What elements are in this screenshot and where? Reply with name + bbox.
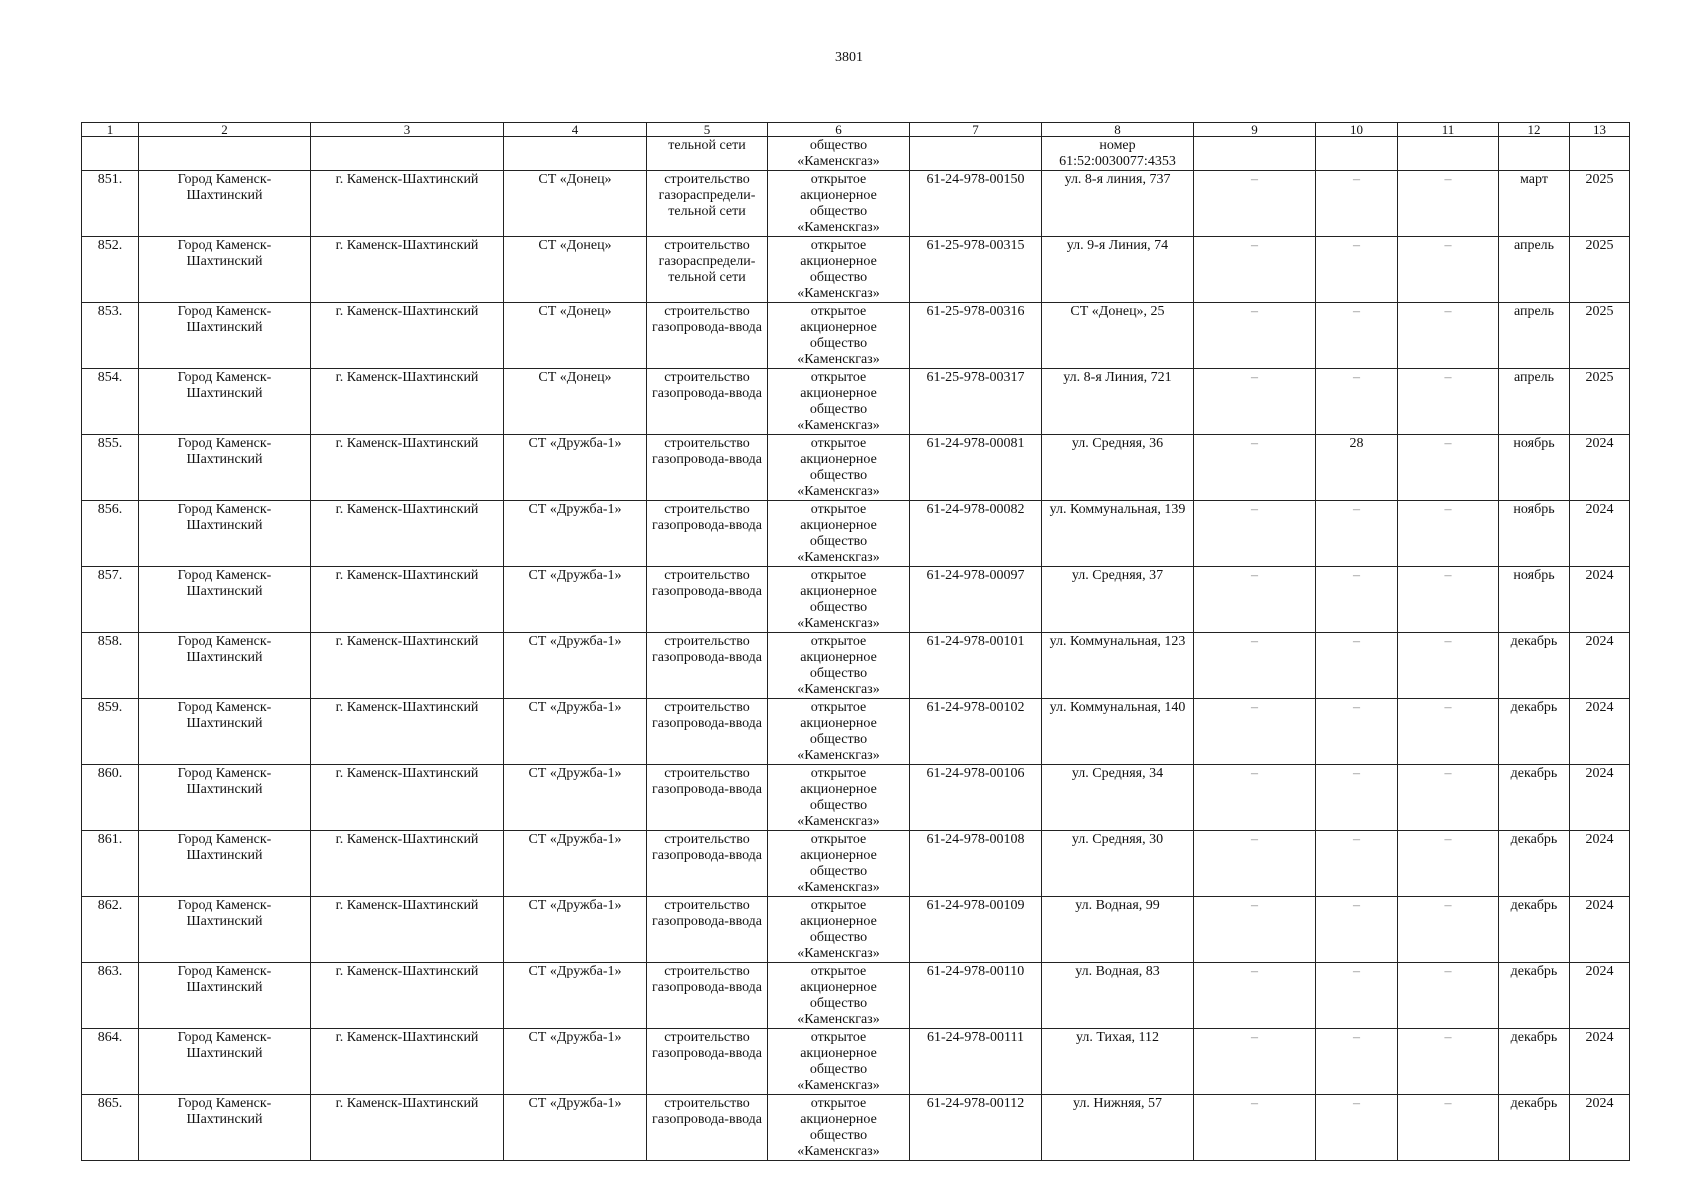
column-number: 12 bbox=[1499, 123, 1570, 137]
territory-cell: СТ «Дружба-1» bbox=[504, 963, 647, 1029]
settlement-cell: г. Каменск-Шахтинский bbox=[311, 171, 504, 237]
settlement-cell: г. Каменск-Шахтинский bbox=[311, 1095, 504, 1161]
column-11-cell: – bbox=[1398, 963, 1499, 1029]
table-row bbox=[82, 1095, 1630, 1161]
column-9-cell: – bbox=[1194, 237, 1316, 303]
gas-network-table bbox=[81, 122, 1630, 1161]
column-11-cell: – bbox=[1398, 1029, 1499, 1095]
address-cell: ул. 9-я Линия, 74 bbox=[1042, 237, 1194, 303]
month-cell: декабрь bbox=[1499, 831, 1570, 897]
column-11-cell: – bbox=[1398, 369, 1499, 435]
table-cell bbox=[1316, 137, 1398, 171]
year-cell: 2025 bbox=[1570, 237, 1630, 303]
organization-cell: открытое акционерное общество «Каменскгаз» bbox=[768, 369, 910, 435]
organization-cell: открытое акционерное общество «Каменскгаз» bbox=[768, 1095, 910, 1161]
territory-cell: СТ «Дружба-1» bbox=[504, 501, 647, 567]
column-number: 1 bbox=[82, 123, 139, 137]
settlement-cell: г. Каменск-Шахтинский bbox=[311, 1029, 504, 1095]
work-type-cell: строительство газопровода-ввода bbox=[647, 303, 768, 369]
month-cell: апрель bbox=[1499, 303, 1570, 369]
territory-cell: СТ «Дружба-1» bbox=[504, 831, 647, 897]
work-type-cell: строительство газопровода-ввода bbox=[647, 435, 768, 501]
column-9-cell: – bbox=[1194, 171, 1316, 237]
row-number: 854. bbox=[82, 369, 139, 435]
municipality-cell: Город Каменск-Шахтинский bbox=[139, 963, 311, 1029]
year-cell: 2024 bbox=[1570, 633, 1630, 699]
column-11-cell: – bbox=[1398, 567, 1499, 633]
work-type-cell: строительство газопровода-ввода bbox=[647, 501, 768, 567]
row-number: 855. bbox=[82, 435, 139, 501]
year-cell: 2024 bbox=[1570, 435, 1630, 501]
column-number: 8 bbox=[1042, 123, 1194, 137]
month-cell: декабрь bbox=[1499, 699, 1570, 765]
organization-cell: открытое акционерное общество «Каменскгаз» bbox=[768, 171, 910, 237]
table-cell bbox=[504, 137, 647, 171]
column-9-cell: – bbox=[1194, 633, 1316, 699]
column-9-cell: – bbox=[1194, 1095, 1316, 1161]
column-10-cell: – bbox=[1316, 765, 1398, 831]
organization-cell: открытое акционерное общество «Каменскгаз» bbox=[768, 699, 910, 765]
month-cell: декабрь bbox=[1499, 897, 1570, 963]
work-type-cell: строительство газопровода-ввода bbox=[647, 765, 768, 831]
organization-cell: открытое акционерное общество «Каменскгаз» bbox=[768, 831, 910, 897]
object-code-cell: 61-25-978-00316 bbox=[910, 303, 1042, 369]
work-type-cell: строительство газопровода-ввода bbox=[647, 699, 768, 765]
territory-cell: СТ «Донец» bbox=[504, 303, 647, 369]
column-number: 7 bbox=[910, 123, 1042, 137]
object-code-cell: 61-24-978-00110 bbox=[910, 963, 1042, 1029]
year-cell: 2024 bbox=[1570, 1095, 1630, 1161]
column-11-cell: – bbox=[1398, 435, 1499, 501]
column-number: 10 bbox=[1316, 123, 1398, 137]
column-9-cell: – bbox=[1194, 501, 1316, 567]
object-code-cell: 61-24-978-00102 bbox=[910, 699, 1042, 765]
continuation-row bbox=[82, 137, 1630, 171]
object-code-cell: 61-24-978-00112 bbox=[910, 1095, 1042, 1161]
month-cell: март bbox=[1499, 171, 1570, 237]
address-cell: ул. Водная, 83 bbox=[1042, 963, 1194, 1029]
organization-cell: открытое акционерное общество «Каменскгаз» bbox=[768, 237, 910, 303]
row-number: 851. bbox=[82, 171, 139, 237]
table-row bbox=[82, 699, 1630, 765]
organization-cell: открытое акционерное общество «Каменскгаз» bbox=[768, 633, 910, 699]
table-row bbox=[82, 567, 1630, 633]
column-11-cell: – bbox=[1398, 897, 1499, 963]
row-number: 860. bbox=[82, 765, 139, 831]
table-row bbox=[82, 369, 1630, 435]
column-9-cell: – bbox=[1194, 897, 1316, 963]
municipality-cell: Город Каменск-Шахтинский bbox=[139, 303, 311, 369]
column-10-cell: – bbox=[1316, 633, 1398, 699]
column-11-cell: – bbox=[1398, 1095, 1499, 1161]
column-11-cell: – bbox=[1398, 831, 1499, 897]
table-cell bbox=[139, 137, 311, 171]
work-type-cell: строительство газопровода-ввода bbox=[647, 897, 768, 963]
object-code-cell: 61-25-978-00317 bbox=[910, 369, 1042, 435]
territory-cell: СТ «Донец» bbox=[504, 237, 647, 303]
work-type-cell: строительство газораспредели-тельной сети bbox=[647, 237, 768, 303]
column-11-cell: – bbox=[1398, 171, 1499, 237]
table-row bbox=[82, 171, 1630, 237]
table-row bbox=[82, 1029, 1630, 1095]
month-cell: ноябрь bbox=[1499, 567, 1570, 633]
object-code-cell: 61-24-978-00109 bbox=[910, 897, 1042, 963]
year-cell: 2024 bbox=[1570, 501, 1630, 567]
month-cell: апрель bbox=[1499, 237, 1570, 303]
settlement-cell: г. Каменск-Шахтинский bbox=[311, 567, 504, 633]
month-cell: декабрь bbox=[1499, 1095, 1570, 1161]
territory-cell: СТ «Дружба-1» bbox=[504, 1095, 647, 1161]
object-code-cell: 61-24-978-00106 bbox=[910, 765, 1042, 831]
table-cell bbox=[910, 137, 1042, 171]
object-code-cell: 61-24-978-00101 bbox=[910, 633, 1042, 699]
territory-cell: СТ «Дружба-1» bbox=[504, 567, 647, 633]
table-cell bbox=[311, 137, 504, 171]
territory-cell: СТ «Дружба-1» bbox=[504, 897, 647, 963]
municipality-cell: Город Каменск-Шахтинский bbox=[139, 1029, 311, 1095]
settlement-cell: г. Каменск-Шахтинский bbox=[311, 633, 504, 699]
settlement-cell: г. Каменск-Шахтинский bbox=[311, 237, 504, 303]
table-row bbox=[82, 963, 1630, 1029]
work-type-cell: строительство газопровода-ввода bbox=[647, 963, 768, 1029]
column-10-cell: – bbox=[1316, 567, 1398, 633]
table-row bbox=[82, 831, 1630, 897]
row-number: 865. bbox=[82, 1095, 139, 1161]
year-cell: 2024 bbox=[1570, 897, 1630, 963]
table-row bbox=[82, 633, 1630, 699]
address-cell: ул. Водная, 99 bbox=[1042, 897, 1194, 963]
page-number: 3801 bbox=[835, 50, 863, 65]
column-number: 13 bbox=[1570, 123, 1630, 137]
object-code-cell: 61-24-978-00150 bbox=[910, 171, 1042, 237]
address-cell: ул. Коммунальная, 140 bbox=[1042, 699, 1194, 765]
municipality-cell: Город Каменск-Шахтинский bbox=[139, 237, 311, 303]
table-row bbox=[82, 303, 1630, 369]
column-10-cell: – bbox=[1316, 699, 1398, 765]
column-10-cell: – bbox=[1316, 237, 1398, 303]
address-cell: ул. Тихая, 112 bbox=[1042, 1029, 1194, 1095]
municipality-cell: Город Каменск-Шахтинский bbox=[139, 831, 311, 897]
month-cell: ноябрь bbox=[1499, 501, 1570, 567]
work-type-cell: строительство газопровода-ввода bbox=[647, 1029, 768, 1095]
column-10-cell: – bbox=[1316, 963, 1398, 1029]
column-11-cell: – bbox=[1398, 303, 1499, 369]
year-cell: 2024 bbox=[1570, 963, 1630, 1029]
settlement-cell: г. Каменск-Шахтинский bbox=[311, 963, 504, 1029]
municipality-cell: Город Каменск-Шахтинский bbox=[139, 699, 311, 765]
work-type-cell: строительство газопровода-ввода bbox=[647, 369, 768, 435]
organization-cell: открытое акционерное общество «Каменскгаз» bbox=[768, 567, 910, 633]
table-row bbox=[82, 435, 1630, 501]
column-9-cell: – bbox=[1194, 303, 1316, 369]
year-cell: 2025 bbox=[1570, 369, 1630, 435]
settlement-cell: г. Каменск-Шахтинский bbox=[311, 699, 504, 765]
column-9-cell: – bbox=[1194, 1029, 1316, 1095]
column-9-cell: – bbox=[1194, 963, 1316, 1029]
settlement-cell: г. Каменск-Шахтинский bbox=[311, 831, 504, 897]
object-code-cell: 61-24-978-00108 bbox=[910, 831, 1042, 897]
municipality-cell: Город Каменск-Шахтинский bbox=[139, 1095, 311, 1161]
column-10-cell: – bbox=[1316, 831, 1398, 897]
address-cell: ул. Средняя, 30 bbox=[1042, 831, 1194, 897]
municipality-cell: Город Каменск-Шахтинский bbox=[139, 501, 311, 567]
month-cell: ноябрь bbox=[1499, 435, 1570, 501]
municipality-cell: Город Каменск-Шахтинский bbox=[139, 633, 311, 699]
settlement-cell: г. Каменск-Шахтинский bbox=[311, 897, 504, 963]
territory-cell: СТ «Дружба-1» bbox=[504, 435, 647, 501]
column-9-cell: – bbox=[1194, 567, 1316, 633]
column-11-cell: – bbox=[1398, 633, 1499, 699]
object-code-cell: 61-24-978-00082 bbox=[910, 501, 1042, 567]
column-10-cell: – bbox=[1316, 369, 1398, 435]
column-10-cell: – bbox=[1316, 897, 1398, 963]
address-cell: ул. Коммунальная, 123 bbox=[1042, 633, 1194, 699]
work-type-cell: строительство газопровода-ввода bbox=[647, 1095, 768, 1161]
row-number: 862. bbox=[82, 897, 139, 963]
column-number-row bbox=[82, 123, 1630, 137]
address-cell: ул. Нижняя, 57 bbox=[1042, 1095, 1194, 1161]
column-11-cell: – bbox=[1398, 699, 1499, 765]
year-cell: 2024 bbox=[1570, 699, 1630, 765]
year-cell: 2024 bbox=[1570, 765, 1630, 831]
month-cell: декабрь bbox=[1499, 1029, 1570, 1095]
column-9-cell: – bbox=[1194, 369, 1316, 435]
row-number: 864. bbox=[82, 1029, 139, 1095]
object-code-cell: 61-24-978-00111 bbox=[910, 1029, 1042, 1095]
year-cell: 2025 bbox=[1570, 303, 1630, 369]
address-cell: ул. Средняя, 36 bbox=[1042, 435, 1194, 501]
column-10-cell: – bbox=[1316, 171, 1398, 237]
address-cell: ул. 8-я линия, 737 bbox=[1042, 171, 1194, 237]
settlement-cell: г. Каменск-Шахтинский bbox=[311, 501, 504, 567]
settlement-cell: г. Каменск-Шахтинский bbox=[311, 369, 504, 435]
table-cell bbox=[1570, 137, 1630, 171]
row-number: 861. bbox=[82, 831, 139, 897]
table-cell bbox=[1194, 137, 1316, 171]
settlement-cell: г. Каменск-Шахтинский bbox=[311, 765, 504, 831]
organization-cell: открытое акционерное общество «Каменскгаз» bbox=[768, 765, 910, 831]
object-code-cell: 61-25-978-00315 bbox=[910, 237, 1042, 303]
month-cell: декабрь bbox=[1499, 633, 1570, 699]
table-cell bbox=[1499, 137, 1570, 171]
work-type-cell: строительство газораспредели-тельной сети bbox=[647, 171, 768, 237]
municipality-cell: Город Каменск-Шахтинский bbox=[139, 765, 311, 831]
row-number: 863. bbox=[82, 963, 139, 1029]
row-number: 856. bbox=[82, 501, 139, 567]
municipality-cell: Город Каменск-Шахтинский bbox=[139, 567, 311, 633]
year-cell: 2024 bbox=[1570, 1029, 1630, 1095]
territory-cell: СТ «Дружба-1» bbox=[504, 1029, 647, 1095]
work-type-cell: строительство газопровода-ввода bbox=[647, 831, 768, 897]
column-10-cell: – bbox=[1316, 303, 1398, 369]
row-number: 858. bbox=[82, 633, 139, 699]
table-cell: номер 61:52:0030077:4353 bbox=[1042, 137, 1194, 171]
organization-cell: открытое акционерное общество «Каменскгаз» bbox=[768, 303, 910, 369]
table-row bbox=[82, 897, 1630, 963]
municipality-cell: Город Каменск-Шахтинский bbox=[139, 435, 311, 501]
month-cell: декабрь bbox=[1499, 765, 1570, 831]
column-number: 11 bbox=[1398, 123, 1499, 137]
table-row bbox=[82, 765, 1630, 831]
column-11-cell: – bbox=[1398, 501, 1499, 567]
month-cell: апрель bbox=[1499, 369, 1570, 435]
column-number: 3 bbox=[311, 123, 504, 137]
work-type-cell: строительство газопровода-ввода bbox=[647, 633, 768, 699]
table-cell: общество «Каменскгаз» bbox=[768, 137, 910, 171]
column-11-cell: – bbox=[1398, 237, 1499, 303]
column-10-cell: – bbox=[1316, 1095, 1398, 1161]
municipality-cell: Город Каменск-Шахтинский bbox=[139, 369, 311, 435]
table-cell bbox=[1398, 137, 1499, 171]
territory-cell: СТ «Дружба-1» bbox=[504, 633, 647, 699]
year-cell: 2024 bbox=[1570, 567, 1630, 633]
column-number: 4 bbox=[504, 123, 647, 137]
work-type-cell: строительство газопровода-ввода bbox=[647, 567, 768, 633]
table-cell bbox=[82, 137, 139, 171]
column-9-cell: – bbox=[1194, 831, 1316, 897]
row-number: 859. bbox=[82, 699, 139, 765]
month-cell: декабрь bbox=[1499, 963, 1570, 1029]
organization-cell: открытое акционерное общество «Каменскгаз» bbox=[768, 897, 910, 963]
address-cell: ул. Средняя, 34 bbox=[1042, 765, 1194, 831]
territory-cell: СТ «Дружба-1» bbox=[504, 699, 647, 765]
column-10-cell: – bbox=[1316, 501, 1398, 567]
table-cell: тельной сети bbox=[647, 137, 768, 171]
row-number: 857. bbox=[82, 567, 139, 633]
column-10-cell: 28 bbox=[1316, 435, 1398, 501]
municipality-cell: Город Каменск-Шахтинский bbox=[139, 897, 311, 963]
organization-cell: открытое акционерное общество «Каменскгаз» bbox=[768, 501, 910, 567]
municipality-cell: Город Каменск-Шахтинский bbox=[139, 171, 311, 237]
column-9-cell: – bbox=[1194, 435, 1316, 501]
organization-cell: открытое акционерное общество «Каменскгаз» bbox=[768, 963, 910, 1029]
object-code-cell: 61-24-978-00097 bbox=[910, 567, 1042, 633]
year-cell: 2025 bbox=[1570, 171, 1630, 237]
column-number: 5 bbox=[647, 123, 768, 137]
settlement-cell: г. Каменск-Шахтинский bbox=[311, 303, 504, 369]
territory-cell: СТ «Донец» bbox=[504, 369, 647, 435]
column-number: 9 bbox=[1194, 123, 1316, 137]
territory-cell: СТ «Дружба-1» bbox=[504, 765, 647, 831]
address-cell: ул. Средняя, 37 bbox=[1042, 567, 1194, 633]
row-number: 852. bbox=[82, 237, 139, 303]
object-code-cell: 61-24-978-00081 bbox=[910, 435, 1042, 501]
organization-cell: открытое акционерное общество «Каменскгаз» bbox=[768, 435, 910, 501]
column-11-cell: – bbox=[1398, 765, 1499, 831]
address-cell: ул. 8-я Линия, 721 bbox=[1042, 369, 1194, 435]
address-cell: СТ «Донец», 25 bbox=[1042, 303, 1194, 369]
organization-cell: открытое акционерное общество «Каменскгаз» bbox=[768, 1029, 910, 1095]
settlement-cell: г. Каменск-Шахтинский bbox=[311, 435, 504, 501]
column-number: 2 bbox=[139, 123, 311, 137]
year-cell: 2024 bbox=[1570, 831, 1630, 897]
table-row bbox=[82, 501, 1630, 567]
row-number: 853. bbox=[82, 303, 139, 369]
territory-cell: СТ «Донец» bbox=[504, 171, 647, 237]
column-9-cell: – bbox=[1194, 765, 1316, 831]
column-number: 6 bbox=[768, 123, 910, 137]
address-cell: ул. Коммунальная, 139 bbox=[1042, 501, 1194, 567]
column-10-cell: – bbox=[1316, 1029, 1398, 1095]
column-9-cell: – bbox=[1194, 699, 1316, 765]
table-row bbox=[82, 237, 1630, 303]
